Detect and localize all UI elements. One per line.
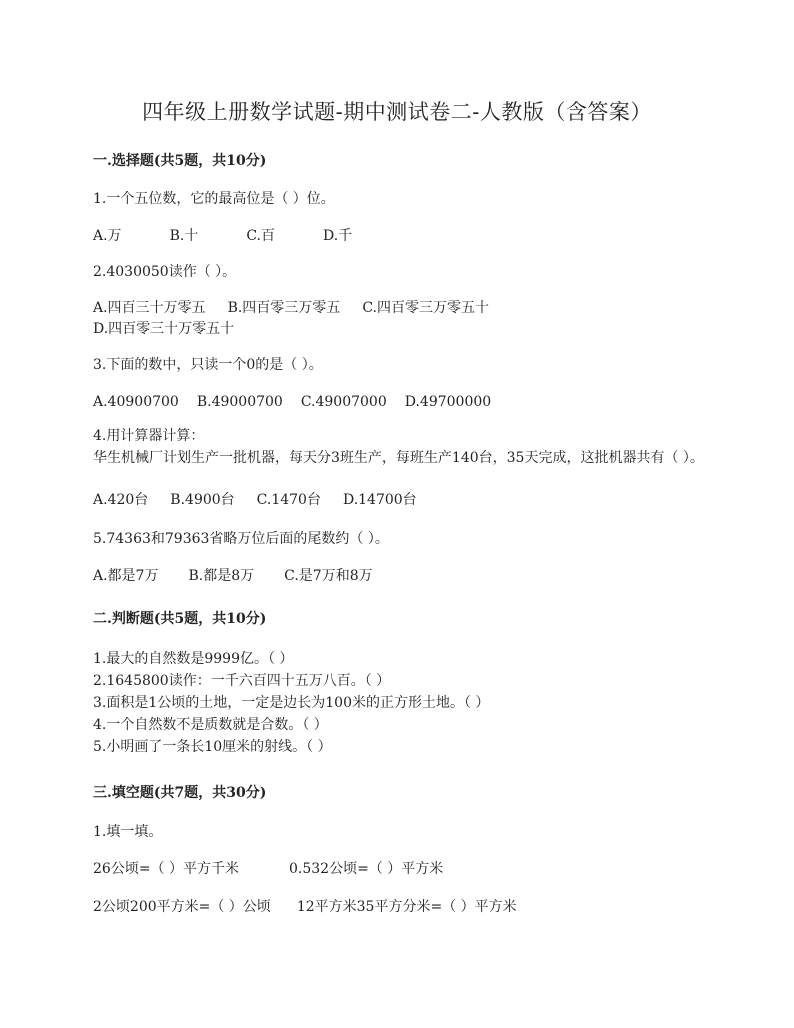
question-body: 华生机械厂计划生产一批机器，每天分3班生产，每班生产140台，35天完成，这批机器共有（ ）。 — [93, 450, 704, 466]
option: D.14700台 — [342, 492, 417, 508]
option: B.十 — [169, 228, 199, 244]
option: D.千 — [322, 228, 353, 244]
option: B.49000700 — [196, 394, 283, 410]
question-stem: 1.填一填。 — [93, 824, 163, 840]
question-options — [93, 491, 417, 509]
section-heading-fill: 三.填空题(共7题，共30分) — [93, 785, 267, 801]
option: A.四百三十万零五 — [93, 300, 206, 316]
fill-item: 26公顷=（ ）平方千米 — [93, 861, 239, 877]
list-item: 3.面积是1公顷的土地，一定是边长为100米的正方形土地。（ ） — [93, 695, 490, 711]
question-stem: 5.74363和79363省略万位后面的尾数约（ ）。 — [93, 531, 389, 547]
question-stem: 4.用计算器计算： — [93, 428, 205, 444]
question-options — [93, 299, 489, 317]
section-heading-judgement: 二.判断题(共5题，共10分) — [93, 611, 267, 627]
option: A.万 — [93, 228, 122, 244]
option: D.四百零三十万零五十 — [93, 321, 235, 337]
option: C.49007000 — [300, 394, 387, 410]
option: A.40900700 — [93, 394, 179, 410]
option: B.四百零三万零五 — [227, 300, 341, 316]
option: C.四百零三万零五十 — [362, 300, 489, 316]
section-heading-choice: 一.选择题(共5题，共10分) — [93, 153, 267, 169]
option: B.都是8万 — [188, 568, 255, 584]
fill-item: 12平方米35平方分米=（ ）平方米 — [296, 899, 517, 915]
list-item: 1.最大的自然数是9999亿。（ ） — [93, 651, 294, 667]
question-options — [93, 393, 491, 411]
question-stem: 1.一个五位数，它的最高位是（ ）位。 — [93, 191, 335, 207]
fill-row — [93, 898, 517, 916]
option: B.4900台 — [170, 492, 235, 508]
option: A.420台 — [93, 492, 149, 508]
option: C.是7万和8万 — [284, 568, 373, 584]
option: D.49700000 — [404, 394, 492, 410]
option: C.百 — [246, 228, 275, 244]
fill-item: 2公顷200平方米=（ ）公顷 — [93, 899, 271, 915]
question-stem: 2.4030050读作（ ）。 — [93, 264, 237, 280]
question-options — [93, 567, 373, 585]
question-stem: 3.下面的数中，只读一个0的是（ ）。 — [93, 357, 323, 373]
document-title: 四年级上册数学试题-期中测试卷二-人教版（含答案） — [142, 100, 652, 124]
option: C.1470台 — [256, 492, 321, 508]
list-item: 5.小明画了一条长10厘米的射线。（ ） — [93, 739, 332, 755]
list-item: 2.1645800读作：一千六百四十五万八百。（ ） — [93, 673, 391, 689]
option: A.都是7万 — [93, 568, 159, 584]
list-item: 4.一个自然数不是质数就是合数。（ ） — [93, 717, 328, 733]
fill-item: 0.532公顷=（ ）平方米 — [289, 861, 444, 877]
fill-row — [93, 860, 443, 878]
question-options — [93, 227, 352, 245]
